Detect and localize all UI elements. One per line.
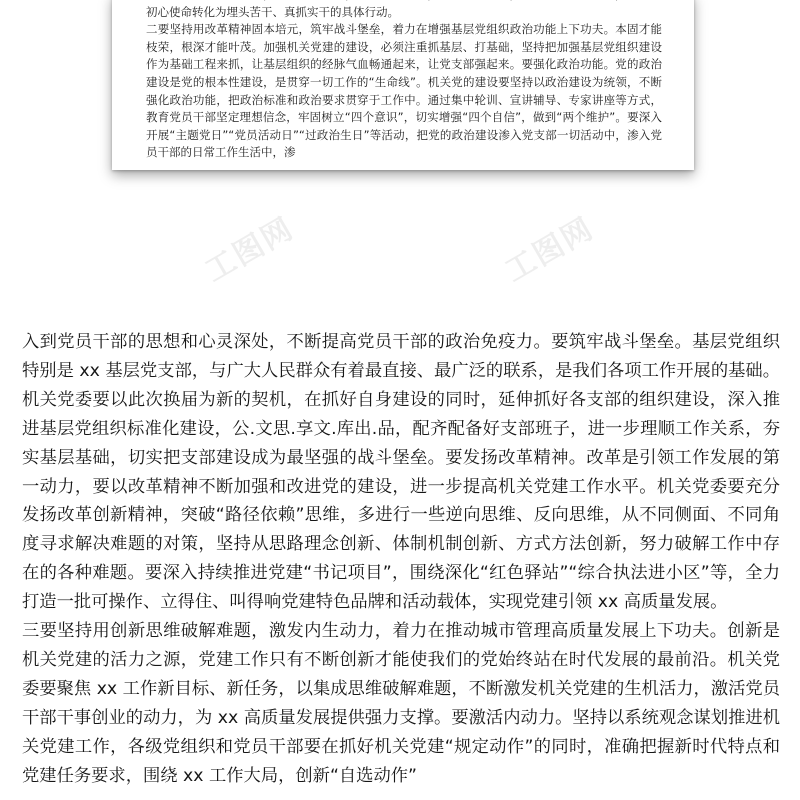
watermark-logo-1: 工图网: [199, 210, 301, 290]
preview-area: [0, 0, 800, 300]
document-paragraph-1: 入到党员干部的思想和心灵深处，不断提高党员干部的政治免疫力。要筑牢战斗堡垒。基层党组织特别是 xx 基层党支部，与广大人民群众有着最直接、最广泛的联系，是我们各项工作开展的基础。机关党委要以此次换届为新的契机，在抓好自身建设的同时，延伸抓好各支部的组织建设，深入推进基层党组织标准化建设，公.文思.享文.库出.品，配齐配备好支部班子，进一步理顺工作关系，夯实基层基础，切实把支部建设成为最坚强的战斗堡垒。要发扬改革精神。改革是引领工作发展的第一动力，要以改革精神不断加强和改进党的建设，进一步提高机关党建工作水平。机关党委要充分发扬改革创新精神，突破“路径依赖”思维，多进行一些逆向思维、反向思维，从不同侧面、不同角度寻求解决难题的对策，坚持从思路理念创新、体制机制创新、方式方法创新，努力破解工作中存在的各种难题。要深入持续推进党建“书记项目”，围绕深化“红色驿站”“综合执法进小区”等，全力打造一批可操作、立得住、叫得响党建特色品牌和活动载体，实现党建引领 xx 高质量发展。: [22, 332, 780, 613]
watermark-logo-2: 工图网: [499, 210, 601, 290]
page-preview-card: [112, 0, 694, 170]
preview-paragraph-2: 二要坚持用改革精神固本培元，筑牢战斗堡垒，着力在增强基层党组织政治功能上下功夫。本固才能枝荣，根深才能叶茂。加强机关党建的建设，必须注重抓基层、打基础，坚持把加强基层党组织建设作为基础工程来抓，让基层组织的经脉气血畅通起来，让党支部强起来。要强化政治功能。党的政治建设是党的根本性建设，是贯穿一切工作的“生命线”。机关党的建设要坚持以政治建设为统领，不断强化政治功能，把政治标准和政治要求贯穿于工作中。通过集中轮训、宣讲辅导、专家讲座等方式，教育党员干部坚定理想信念，牢固树立“四个意识”，切实增强“四个自信”，做到“两个维护”。要深入开展“主题党日”“党员活动日”“过政治生日”等活动，把党的政治建设渗入党支部一切活动中，渗入党员干部的日常工作生活中，渗: [146, 22, 662, 160]
preview-paragraph-1: 初心使命转化为埋头苦干、真抓实干的具体行动。: [146, 4, 399, 19]
document-body: [22, 328, 780, 791]
document-paragraph-2: 三要坚持用创新思维破解难题，激发内生动力，着力在推动城市管理高质量发展上下功夫。创新是机关党建的活力之源，党建工作只有不断创新才能使我们的党始终站在时代发展的最前沿。机关党委要聚焦 xx 工作新目标、新任务，以集成思维破解难题，不断激发机关党建的生机活力，激活党员干部干事创业的动力，为 xx 高质量发展提供强力支撑。要激活内动力。坚持以系统观念谋划推进机关党建工作，各级党组织和党员干部要在抓好机关党建“规定动作”的同时，准确把握新时代特点和党建任务要求，围绕 xx 工作大局，创新“自选动作”: [22, 621, 780, 786]
preview-text-block: [146, 0, 662, 162]
